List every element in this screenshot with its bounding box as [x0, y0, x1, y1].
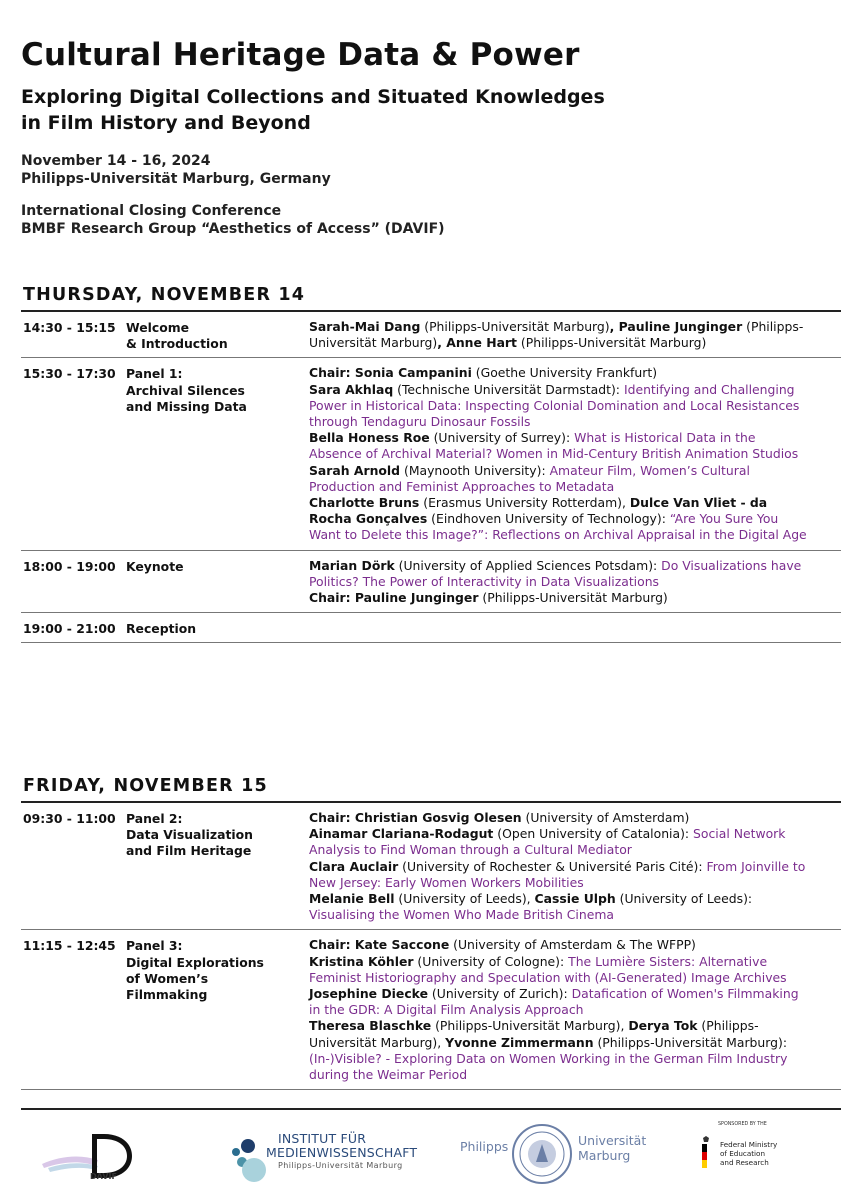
day-thursday [21, 284, 841, 643]
session-title-line: Data Visualization [126, 827, 253, 843]
speaker-name: Chair: Pauline Junginger [309, 590, 479, 606]
bmbf-sponsored-by: SPONSORED BY THE [718, 1122, 767, 1127]
session-title [126, 811, 296, 860]
pum-right-2: Marburg [578, 1148, 631, 1163]
talk-title: Do Visualizations have Politics? The Power of Interactivity in Data Visualizations [309, 557, 802, 589]
day-title: FRIDAY, NOVEMBER 15 [23, 776, 268, 796]
text-segment: (Technische Universität Darmstadt): [393, 381, 624, 397]
session-title-line: & Introduction [126, 336, 228, 352]
text-segment: (University of Zurich): [427, 986, 572, 1002]
subtitle [21, 84, 831, 136]
schedule-table [21, 312, 841, 643]
sponsor-logos [0, 1118, 848, 1198]
session-time: 15:30 - 17:30 [23, 366, 116, 382]
bmbf-line-3: and Research [720, 1158, 769, 1167]
speaker-entry [309, 365, 809, 381]
ifm-name [266, 1132, 417, 1160]
speaker-entry [309, 891, 809, 923]
session-title-line: Panel 3: [126, 938, 183, 954]
speaker-name: Derya Tok [628, 1018, 698, 1034]
speaker-entry [309, 590, 809, 606]
session-title-line: Panel 1: [126, 366, 183, 382]
schedule-row [21, 358, 841, 550]
talk-title: From Joinville to New Jersey: Early Women Workers Mobilities [309, 858, 806, 890]
text-segment: (Philipps-Universität Marburg) [309, 319, 804, 351]
speaker-entry [309, 430, 809, 462]
speaker-entry [309, 1018, 809, 1083]
university-seal-icon [510, 1122, 574, 1186]
speaker-entry [309, 319, 809, 351]
speaker-name: Yvonne Zimmermann [445, 1034, 594, 1050]
speaker-entry [309, 558, 809, 590]
subtitle-line-2: in Film History and Beyond [21, 112, 311, 134]
speaker-entry [309, 810, 809, 826]
text-segment: (Philipps-Universität Marburg) [420, 319, 610, 334]
text-segment: (Open University of Catalonia): [493, 826, 694, 842]
session-details [309, 930, 809, 1089]
footer-divider [21, 1108, 841, 1110]
speaker-name: Marian Dörk [309, 557, 395, 573]
speaker-entry [309, 859, 809, 891]
ifm-logo [228, 1128, 428, 1188]
talk-title: Visualising the Women Who Made British Cinema [309, 907, 615, 923]
event-info [21, 152, 831, 188]
speaker-entry [309, 826, 809, 858]
schedule-table [21, 803, 841, 1090]
session-time: 18:00 - 19:00 [23, 558, 116, 574]
schedule-row [21, 551, 841, 614]
davif-label: DAVIF [90, 1172, 117, 1181]
talk-title: Datafication of Women's Filmmaking in the GDR: A Digital Film Analysis Approach [309, 986, 799, 1018]
subtitle-line-1: Exploring Digital Collections and Situated Knowledges [21, 86, 605, 108]
speaker-name: Melanie Bell [309, 891, 395, 907]
session-time: 09:30 - 11:00 [23, 811, 116, 826]
session-title [126, 559, 296, 575]
speaker-name: Chair: Kate Saccone [309, 937, 450, 953]
session-details [309, 803, 809, 929]
pum-right-1: Universität [578, 1133, 647, 1148]
session-title-line: Digital Explorations [126, 954, 264, 970]
german-flag-icon [702, 1136, 714, 1176]
bmbf-logo [698, 1122, 808, 1186]
text-segment: (Erasmus University Rotterdam), [419, 495, 630, 511]
talk-title: The Lumière Sisters: Alternative Feminist Historiography and Speculation with (AI-Generated) Image Archives [309, 953, 787, 985]
event-dates: November 14 - 16, 2024 [21, 153, 211, 169]
ifm-line-1: INSTITUT FÜR [278, 1131, 367, 1146]
text-segment: (University of Leeds): [615, 891, 753, 907]
text-segment: (Maynooth University): [400, 462, 550, 478]
talk-title: (In-)Visible? - Exploring Data on Women Working in the German Film Industry during the Weimar Period [309, 1050, 788, 1083]
bmbf-name [720, 1140, 777, 1167]
speaker-name: Chair: Christian Gosvig Olesen [309, 810, 522, 825]
marburg-university-logo [460, 1124, 647, 1186]
session-details [309, 312, 809, 357]
speaker-name: Bella Honess Roe [309, 430, 430, 446]
research-group: BMBF Research Group “Aesthetics of Access” (DAVIF) [21, 221, 445, 237]
session-title [126, 366, 296, 415]
speaker-entry [309, 495, 809, 544]
bmbf-line-1: Federal Ministry [720, 1140, 778, 1149]
speaker-name: Cassie Ulph [534, 891, 616, 907]
session-title-line: and Film Heritage [126, 843, 252, 859]
event-location: Philipps-Universität Marburg, Germany [21, 171, 331, 187]
text-segment: (University of Amsterdam & The WFPP) [449, 937, 696, 953]
text-segment: (Philipps-Universität Marburg): [593, 1034, 788, 1050]
page-title: Cultural Heritage Data & Power [21, 37, 580, 73]
text-segment: (University of Rochester & Université Paris Cité): [398, 858, 707, 874]
schedule-row [21, 613, 841, 643]
text-segment: (University of Amsterdam) [521, 810, 690, 825]
talk-title: Identifying and Challenging Power in Historical Data: Inspecting Colonial Domination and Local Resistances through Tendaguru Dinosaur Fossils [309, 381, 800, 430]
conference-info [21, 202, 831, 238]
speaker-name: , Anne Hart [437, 335, 517, 351]
text-segment: (University of Surrey): [429, 430, 575, 446]
speaker-name: Ainamar Clariana-Rodagut [309, 826, 494, 842]
schedule-row [21, 312, 841, 358]
session-title-line: Welcome [126, 320, 190, 335]
pum-left: Philipps [460, 1139, 509, 1154]
text-segment: (University of Cologne): [413, 953, 569, 969]
session-title [126, 621, 296, 637]
ifm-line-2: MEDIENWISSENSCHAFT [266, 1145, 418, 1160]
text-segment: (Goethe University Frankfurt) [471, 365, 658, 381]
session-details [309, 613, 809, 642]
session-details [309, 551, 809, 613]
speaker-name: Sarah Arnold [309, 462, 401, 478]
session-title-line: Keynote [126, 558, 184, 574]
text-segment: (Philipps-Universität Marburg), [309, 1018, 759, 1050]
speaker-name: Sara Akhlaq [309, 381, 394, 397]
conference-name: International Closing Conference [21, 203, 282, 219]
speaker-name: Josephine Diecke [309, 986, 428, 1002]
session-details [309, 358, 809, 549]
speaker-name: Sarah-Mai Dang [309, 319, 421, 334]
session-time: 11:15 - 12:45 [23, 938, 116, 954]
speaker-entry [309, 937, 809, 953]
header [21, 36, 831, 238]
talk-title: “Are You Sure You Want to Delete this Image?”: Reflections on Archival Appraisal in the Digital Age [309, 511, 807, 543]
session-title-line: Archival Silences [126, 382, 245, 398]
day-title: THURSDAY, NOVEMBER 14 [23, 285, 306, 305]
session-title-line: of Women’s [126, 970, 209, 986]
bmbf-line-2: of Education [720, 1149, 765, 1158]
session-time: 19:00 - 21:00 [23, 621, 116, 637]
talk-title: Social Network Analysis to Find Woman through a Cultural Mediator [309, 826, 786, 858]
speaker-name: Chair: Sonia Campanini [309, 365, 472, 381]
schedule-row [21, 803, 841, 930]
ifm-logo-icon [228, 1128, 268, 1188]
speaker-name: , Pauline Junginger [609, 319, 743, 334]
speaker-name: Kristina Köhler [309, 953, 414, 969]
speaker-entry [309, 986, 809, 1018]
ifm-sub: Philipps-Universität Marburg [278, 1161, 403, 1170]
text-segment: (Philipps-Universität Marburg) [516, 335, 707, 351]
speaker-name: Charlotte Bruns [309, 495, 420, 511]
speaker-entry [309, 954, 809, 986]
session-title [126, 938, 296, 1003]
talk-title: Amateur Film, Women’s Cultural Production and Feminist Approaches to Metadata [309, 462, 750, 494]
speaker-entry [309, 382, 809, 431]
session-time: 14:30 - 15:15 [23, 320, 116, 335]
session-title-line: Filmmaking [126, 987, 208, 1003]
schedule-row [21, 930, 841, 1090]
speaker-name: Clara Auclair [309, 858, 399, 874]
session-title [126, 320, 296, 352]
day-friday [21, 775, 841, 1090]
text-segment: (University of Leeds), [394, 891, 535, 907]
session-title-line: and Missing Data [126, 398, 247, 414]
session-title-line: Reception [126, 621, 197, 637]
text-segment: (University of Applied Sciences Potsdam): [394, 557, 662, 573]
talk-title: What is Historical Data in the Absence of Archival Material? Women in Mid-Century British Animation Studios [309, 430, 799, 462]
speaker-name: Theresa Blaschke [309, 1018, 432, 1034]
session-title-line: Panel 2: [126, 811, 183, 826]
davif-logo [40, 1126, 140, 1186]
text-segment: (Philipps-Universität Marburg), [431, 1018, 629, 1034]
speaker-entry [309, 463, 809, 495]
text-segment: (Philipps-Universität Marburg) [478, 590, 668, 606]
text-segment: (Eindhoven University of Technology): [427, 511, 670, 527]
speaker-name: Dulce Van Vliet - da Rocha Gonçalves [309, 495, 768, 527]
